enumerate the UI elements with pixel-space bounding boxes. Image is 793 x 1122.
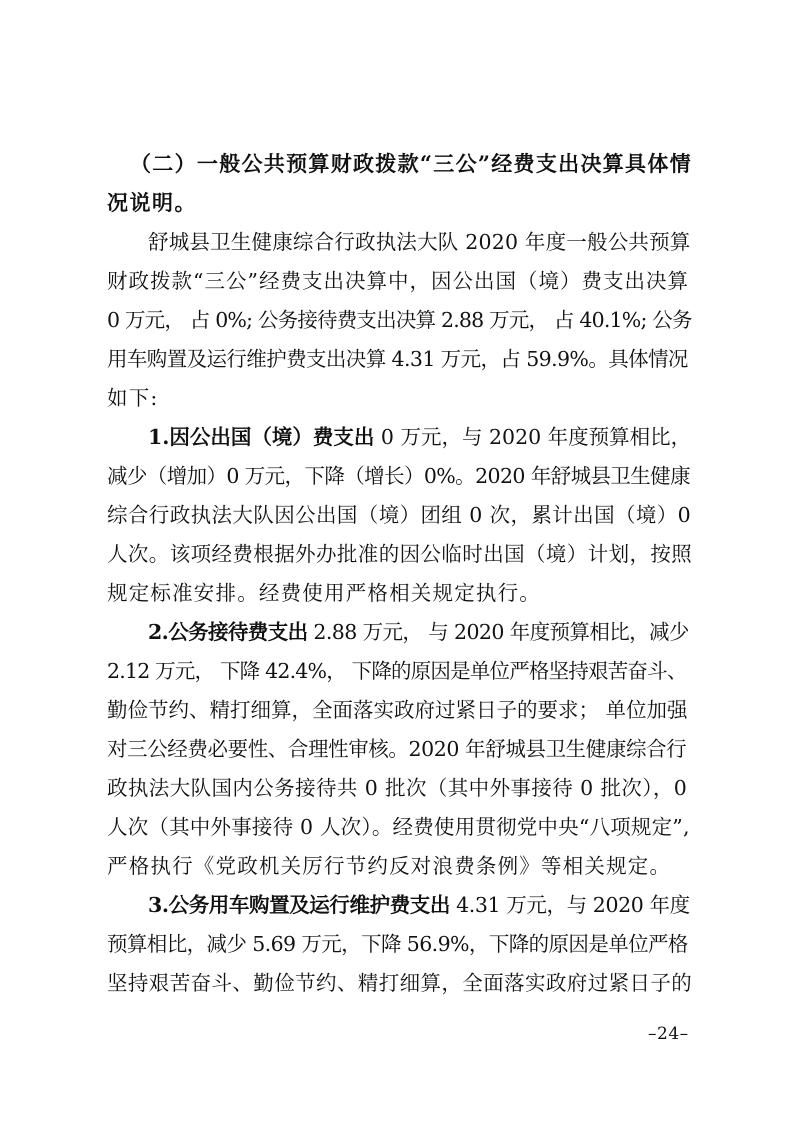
item-3-line-3: 坚持艰苦奋斗、勤俭节约、精打细算，全面落实政府过紧日子的 <box>107 971 693 995</box>
item-1-label: 1.因公出国（境）费支出 <box>148 425 375 449</box>
item-2-line-4: 对三公经费必要性、合理性审核。2020 年舒城县卫生健康综合行 <box>107 737 687 761</box>
item-1-line-5: 规定标准安排。经费使用严格相关规定执行。 <box>107 581 541 605</box>
item-1-line-1 <box>148 423 691 451</box>
item-2-line-3: 勤俭节约、精打细算，全面落实政府过紧日子的要求； 单位加强 <box>107 698 688 722</box>
intro-line-4: 用车购置及运行维护费支出决算 4.31 万元，占 59.9%。具体情况 <box>107 347 688 371</box>
item-2-label: 2.公务接待费支出 <box>148 620 308 644</box>
intro-line-1: 舒城县卫生健康综合行政执法大队 2020 年度一般公共预算 <box>148 230 691 254</box>
item-2-line-7: 严格执行《党政机关厉行节约反对浪费条例》等相关规定。 <box>107 854 672 878</box>
item-1-line-1-text: 0 万元，与 2020 年度预算相比， <box>374 425 692 449</box>
item-2-line-1 <box>148 618 689 646</box>
item-3-line-2: 预算相比，减少 5.69 万元，下降 56.9%，下降的原因是单位严格 <box>107 932 688 956</box>
intro-line-3: 0 万元， 占 0%; 公务接待费支出决算 2.88 万元， 占 40.1%; 公务 <box>107 308 692 332</box>
item-3-label: 3.公务用车购置及运行维护费支出 <box>148 893 451 917</box>
item-3-line-1 <box>148 891 690 919</box>
item-1-line-2: 减少（增加）0 万元，下降（增长）0%。2020 年舒城县卫生健康 <box>107 464 690 488</box>
item-3-line-1-text: 4.31 万元，与 2020 年度 <box>450 893 690 917</box>
item-2-line-2: 2.12 万元， 下降 42.4%， 下降的原因是单位严格坚持艰苦奋斗、 <box>107 659 687 683</box>
item-2-line-6: 人次（其中外事接待 0 人次）。经费使用贯彻党中央“八项规定”, <box>107 815 690 839</box>
section-heading-line-1: （二）一般公共预算财政拨款“三公”经费支出决算具体情 <box>130 151 692 176</box>
item-2-line-5: 政执法大队国内公务接待共 0 批次（其中外事接待 0 批次），0 <box>107 776 688 800</box>
page-number: –24– <box>648 1024 689 1044</box>
item-1-line-4: 人次。该项经费根据外办批准的因公临时出国（境）计划，按照 <box>107 542 693 566</box>
section-heading-line-2: 况说明。 <box>107 190 197 215</box>
item-2-line-1-text: 2.88 万元， 与 2020 年度预算相比，减少 <box>307 620 689 644</box>
intro-line-5: 如下: <box>107 386 159 410</box>
intro-line-2: 财政拨款“三公”经费支出决算中，因公出国（境）费支出决算 <box>107 269 689 293</box>
item-1-line-3: 综合行政执法大队因公出国（境）团组 0 次，累计出国（境）0 <box>107 503 692 527</box>
